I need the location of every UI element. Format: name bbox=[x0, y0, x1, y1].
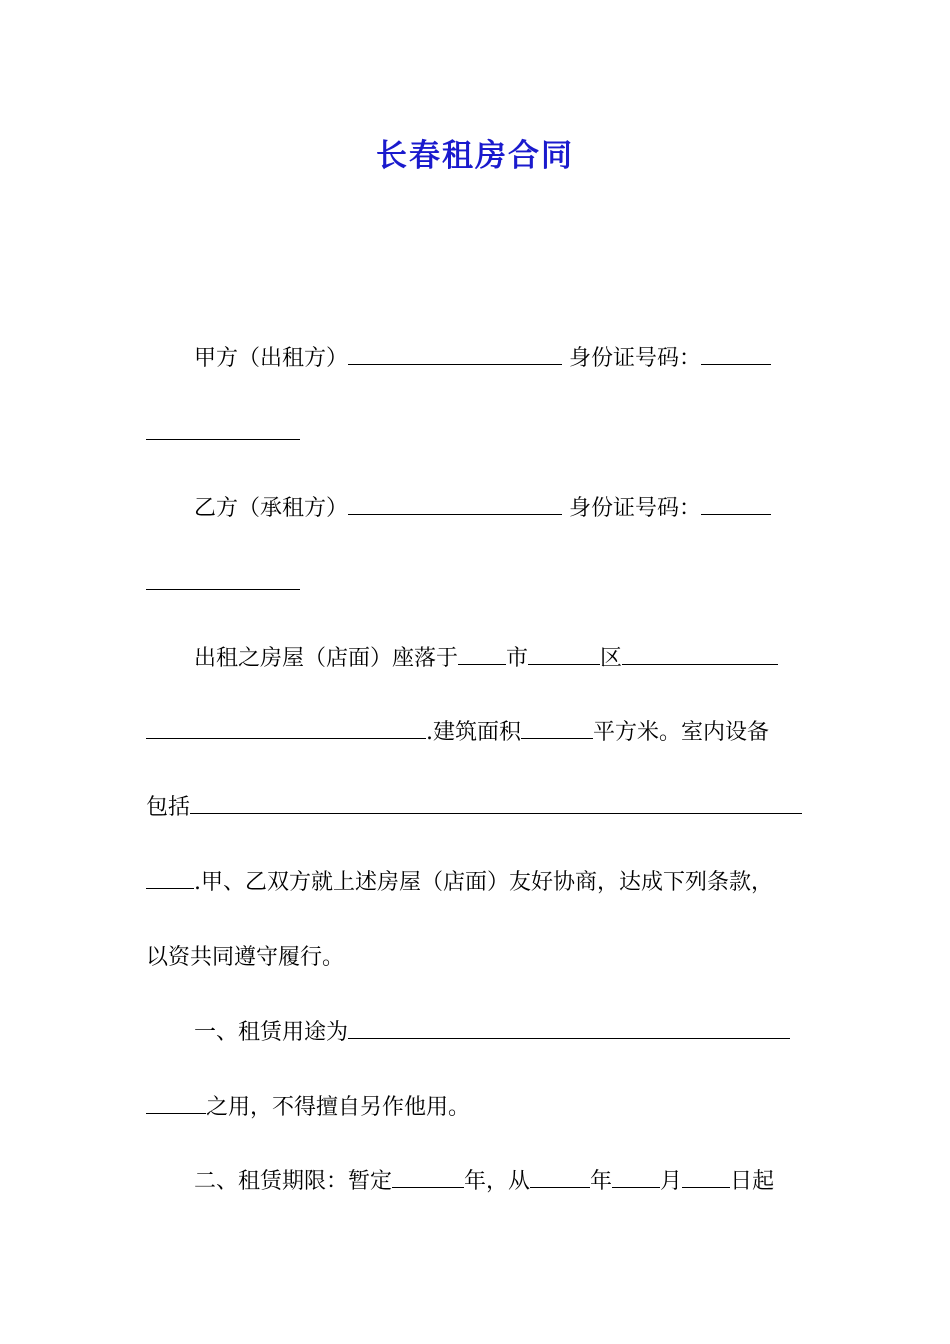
agreement-text: .甲、乙双方就上述房屋（店面）友好协商，达成下列条款， bbox=[194, 870, 773, 895]
address-blank-continued[interactable] bbox=[146, 718, 426, 739]
party-a-label: 甲方（出租方） bbox=[194, 346, 349, 371]
clause-1-suffix: 之用，不得擅自另作他用。 bbox=[206, 1095, 471, 1120]
equipment-blank-continued[interactable] bbox=[146, 868, 194, 889]
address-blank[interactable] bbox=[622, 644, 778, 665]
usage-blank-continued[interactable] bbox=[146, 1093, 206, 1114]
start-day-label: 日起 bbox=[730, 1169, 775, 1194]
party-a-line bbox=[194, 343, 806, 375]
start-month-label: 月 bbox=[660, 1169, 683, 1194]
start-month-blank[interactable] bbox=[612, 1167, 660, 1188]
area-blank[interactable] bbox=[521, 718, 593, 739]
equipment-label: 包括 bbox=[146, 795, 191, 820]
clause-1-line bbox=[194, 1017, 806, 1049]
clause-1-text: 一、租赁用途为 bbox=[194, 1020, 349, 1045]
district-blank[interactable] bbox=[528, 644, 600, 665]
party-b-label: 乙方（承租方） bbox=[194, 496, 349, 521]
property-location-line bbox=[194, 643, 806, 675]
clause-2-line bbox=[194, 1166, 806, 1198]
equipment-line bbox=[146, 792, 806, 824]
party-a-id-blank-continued[interactable] bbox=[146, 419, 300, 440]
term-years-blank[interactable] bbox=[392, 1167, 464, 1188]
party-b-line bbox=[194, 493, 806, 525]
district-label: 区 bbox=[600, 646, 623, 671]
clause-1-continuation bbox=[146, 1092, 806, 1124]
area-prefix: .建筑面积 bbox=[426, 720, 521, 745]
area-suffix: 平方米。室内设备 bbox=[593, 720, 770, 745]
party-a-id-continuation bbox=[146, 418, 806, 450]
term-year-label: 年，从 bbox=[464, 1169, 531, 1194]
start-year-blank[interactable] bbox=[530, 1167, 590, 1188]
party-a-id-label: 身份证号码： bbox=[569, 346, 702, 371]
start-day-blank[interactable] bbox=[682, 1167, 730, 1188]
usage-blank[interactable] bbox=[348, 1018, 790, 1039]
property-intro: 出租之房屋（店面）座落于 bbox=[194, 646, 459, 671]
clause-2-text: 二、租赁期限：暂定 bbox=[194, 1169, 393, 1194]
equipment-blank[interactable] bbox=[190, 793, 802, 814]
property-area-line bbox=[146, 717, 806, 749]
party-a-name-blank[interactable] bbox=[348, 344, 562, 365]
agreement-line bbox=[146, 867, 806, 899]
city-blank[interactable] bbox=[458, 644, 506, 665]
city-label: 市 bbox=[506, 646, 529, 671]
closing-text: 以资共同遵守履行。 bbox=[146, 945, 345, 970]
party-b-id-blank[interactable] bbox=[701, 494, 771, 515]
document-title: 长春租房合同 bbox=[376, 138, 574, 174]
party-b-id-blank-continued[interactable] bbox=[146, 569, 300, 590]
closing-line bbox=[146, 942, 806, 974]
party-a-id-blank[interactable] bbox=[701, 344, 771, 365]
party-b-id-label: 身份证号码： bbox=[569, 496, 702, 521]
party-b-name-blank[interactable] bbox=[348, 494, 562, 515]
start-year-label: 年 bbox=[590, 1169, 613, 1194]
party-b-id-continuation bbox=[146, 568, 806, 600]
